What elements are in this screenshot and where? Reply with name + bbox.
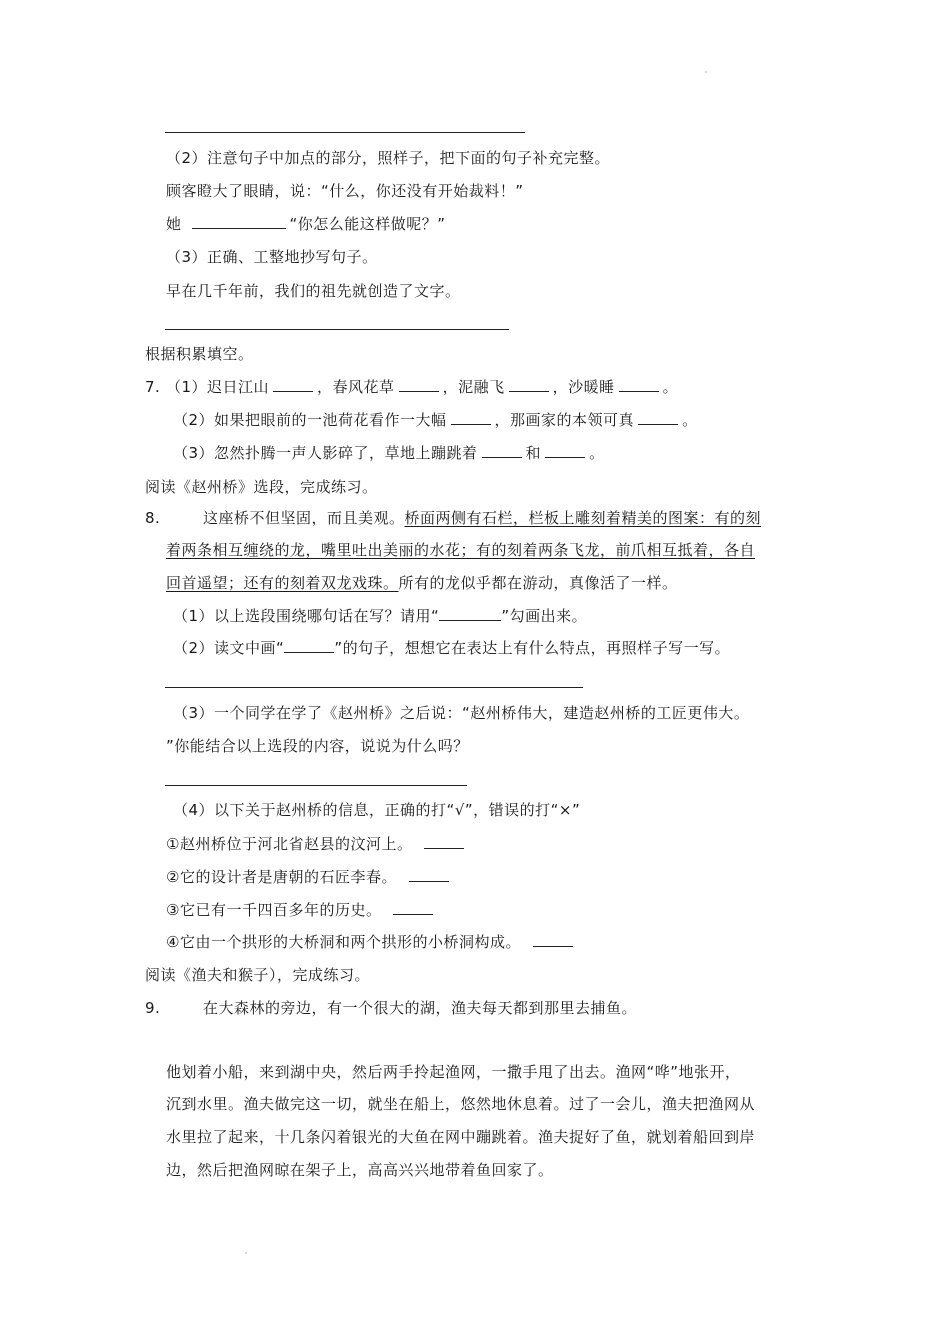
q8-passage-line2: 着两条相互缠绕的龙，嘴里吐出美丽的水花；有的刻着两条飞龙，前爪相互抵着，各自 — [166, 541, 756, 559]
q7-line1-text: ，沙暖睡 — [552, 378, 615, 396]
judge-blank[interactable] — [393, 900, 433, 915]
answer-line[interactable] — [165, 785, 467, 786]
underline-marker — [439, 606, 501, 621]
q7-line2-text: ，那画家的本领可真 — [494, 411, 635, 429]
q8-number: 8. — [145, 509, 161, 527]
q8-item-4 — [166, 932, 577, 952]
underline-marker — [284, 638, 334, 653]
q7-line3-text: 和 — [525, 444, 542, 462]
q7-line3-text: 。 — [589, 444, 605, 462]
q6-part3-instruction: （3）正确、工整地抄写句子。 — [166, 248, 378, 266]
section-heading-bridge: 阅读《赵州桥》选段，完成练习。 — [145, 478, 378, 496]
q7-line3-text: （3）忽然扑腾一声人影碎了，草地上蹦跳着 — [173, 444, 478, 462]
scan-speck — [245, 1252, 247, 1254]
q9-intro: 在大森林的旁边，有一个很大的湖，渔夫每天都到那里去捕鱼。 — [203, 999, 638, 1017]
answer-line[interactable] — [165, 687, 583, 688]
q8-passage-text: 这座桥不但坚固，而且美观。 — [203, 509, 405, 527]
section-heading-fisher: 阅读《渔夫和猴子），完成练习。 — [145, 966, 371, 984]
q8-sub1-text: ”勾画出来。 — [501, 607, 588, 625]
fill-blank[interactable] — [451, 410, 491, 425]
q9-para-line: 沉到水里。渔夫做完这一切，就坐在船上，悠然地休息着。过了一会儿，渔夫把渔网从 — [166, 1095, 756, 1113]
q6-part3-sentence: 早在几千年前，我们的祖先就创造了文字。 — [166, 282, 461, 300]
fill-blank[interactable] — [192, 214, 286, 229]
q7-line1-text: ，泥融飞 — [442, 378, 505, 396]
q8-sub2-text: （2）读文中画“ — [173, 639, 285, 657]
q8-passage-underlined: 桥面两侧有石栏，栏板上雕刻着精美的图案：有的刻 — [404, 509, 762, 527]
fill-blank[interactable] — [399, 377, 439, 392]
q6-part2-instruction: （2）注意句子中加点的部分，照样子，把下面的句子补充完整。 — [166, 149, 611, 167]
q7-line2-text: （2）如果把眼前的一池荷花看作一大幅 — [173, 411, 447, 429]
q7-number: 7. — [145, 378, 161, 396]
q7-line1-text: 。 — [662, 378, 679, 396]
judge-blank[interactable] — [409, 867, 449, 882]
q8-item-1 — [166, 834, 468, 854]
scan-speck — [705, 71, 707, 73]
judge-blank[interactable] — [424, 834, 464, 849]
q7-line2-text: 。 — [682, 411, 698, 429]
fill-prefix: 她 — [166, 215, 182, 233]
q9-number: 9. — [145, 999, 161, 1017]
q8-item-text: ④它由一个拱形的大桥洞和两个拱形的小桥洞构成。 — [166, 933, 521, 951]
answer-line[interactable] — [165, 132, 525, 133]
judge-blank[interactable] — [533, 932, 573, 947]
q8-item-text: ②它的设计者是唐朝的石匠李春。 — [166, 868, 397, 886]
fill-blank[interactable] — [619, 377, 659, 392]
answer-line[interactable] — [165, 329, 509, 330]
q8-item-3 — [166, 900, 437, 920]
fill-blank[interactable] — [482, 443, 522, 458]
fill-blank[interactable] — [545, 443, 585, 458]
q7-line1-text: ，春风花草 — [317, 378, 395, 396]
q7-line3 — [173, 443, 605, 463]
q8-sub4: （4）以下关于赵州桥的信息，正确的打“√”，错误的打“×” — [173, 801, 581, 819]
q8-sub2-text: ”的句子，想想它在表达上有什么特点，再照样子写一写。 — [334, 639, 731, 657]
fill-blank[interactable] — [638, 410, 678, 425]
q8-sub1-text: （1）以上选段围绕哪句话在写？请用“ — [173, 607, 440, 625]
q9-para-line: 边，然后把渔网晾在架子上，高高兴兴地带着鱼回家了。 — [166, 1161, 554, 1179]
q6-part2-example: 顾客瞪大了眼睛，说：“什么，你还没有开始裁料！” — [166, 182, 524, 200]
q8-sub1 — [173, 606, 587, 626]
q8-passage-underlined: 回首遥望；还有的刻着双龙戏珠。 — [166, 574, 399, 592]
q8-item-text: ①赵州桥位于河北省赵县的汶河上。 — [166, 835, 413, 853]
q8-item-text: ③它已有一千四百多年的历史。 — [166, 901, 382, 919]
fill-blank[interactable] — [273, 377, 313, 392]
q8-passage-text: 所有的龙似乎都在游动，真像活了一样。 — [398, 574, 678, 592]
fill-blank[interactable] — [509, 377, 549, 392]
q9-para-line: 水里拉了起来，十几条闪着银光的大鱼在网中蹦跳着。渔夫捉好了鱼，就划着船回到岸 — [166, 1128, 756, 1146]
section-heading-fill: 根据积累填空。 — [145, 345, 254, 363]
q8-sub3-line1: （3）一个同学在学了《赵州桥》之后说：“赵州桥伟大，建造赵州桥的工匠更伟大。 — [173, 704, 750, 722]
q8-sub3-line2: ”你能结合以上选段的内容，说说为什么吗？ — [166, 737, 469, 755]
q7-line2 — [173, 410, 698, 430]
q7-line1-text: （1）迟日江山 — [166, 378, 270, 396]
fill-suffix: “你怎么能这样做呢？” — [289, 215, 446, 233]
q6-part2-fill-line — [166, 214, 446, 234]
q7-line1 — [166, 377, 678, 397]
q8-passage-line3 — [166, 573, 678, 593]
q8-item-2 — [166, 867, 453, 887]
q9-para-line: 他划着小船，来到湖中央，然后两手拎起渔网，一撒手甩了出去。渔网“哗”地张开， — [166, 1063, 741, 1081]
q8-sub2 — [173, 638, 730, 658]
q8-passage-line1 — [203, 508, 761, 528]
